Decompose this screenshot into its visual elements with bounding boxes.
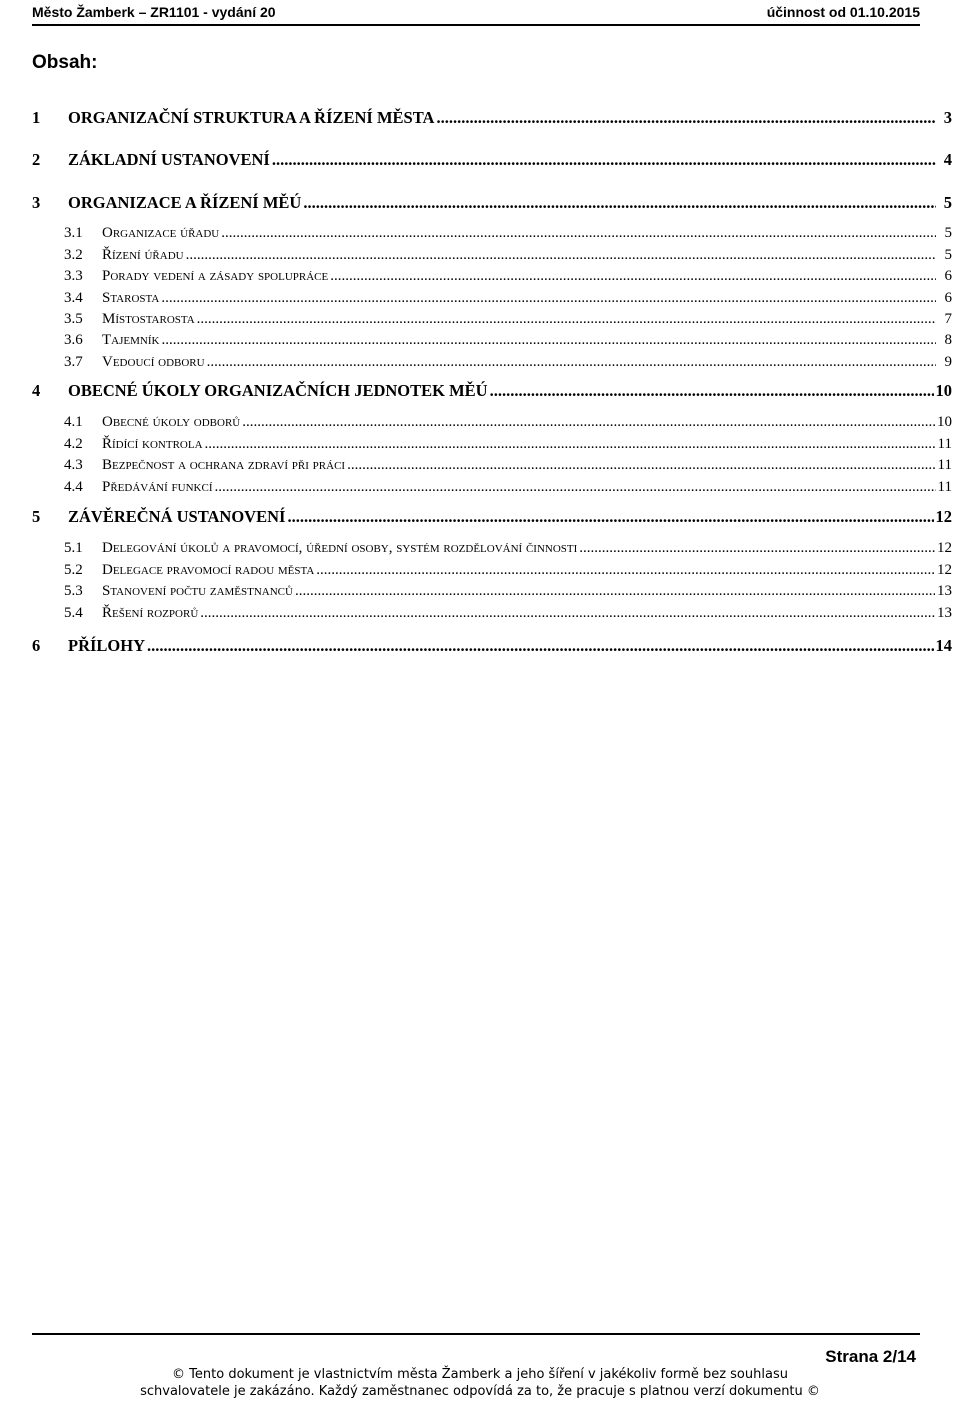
toc-entry-page: 7 bbox=[944, 311, 952, 327]
toc-entry-number: 3.3 bbox=[64, 268, 83, 284]
toc-entry-number: 5.3 bbox=[64, 583, 83, 599]
toc-entry-page: 3 bbox=[943, 108, 952, 127]
toc-entry[interactable] bbox=[32, 225, 952, 242]
toc-entry-number: 4.1 bbox=[64, 414, 83, 430]
toc-entry-leader bbox=[347, 457, 935, 474]
toc-entry-number: 3.4 bbox=[64, 290, 83, 306]
toc-entry[interactable] bbox=[32, 150, 952, 170]
toc-entry[interactable] bbox=[32, 247, 952, 264]
toc-entry-leader bbox=[197, 311, 936, 328]
toc-entry[interactable] bbox=[32, 436, 952, 453]
toc-entry-number: 5.4 bbox=[64, 605, 83, 621]
toc-entry-number: 3.1 bbox=[64, 225, 83, 241]
toc-entry-leader bbox=[579, 540, 935, 557]
toc-entry-number: 4.3 bbox=[64, 457, 83, 473]
toc-entry-leader bbox=[242, 414, 935, 431]
header-document-id: Město Žamberk – ZR1101 - vydání 20 bbox=[32, 4, 276, 20]
toc-entry-number: 3.6 bbox=[64, 332, 83, 348]
toc-entry[interactable] bbox=[32, 479, 952, 496]
toc-entry-number: 5 bbox=[32, 507, 41, 526]
toc-entry-leader bbox=[330, 268, 936, 285]
copyright-notice-line2: schvalovatele je zakázáno. Každý zaměstnanec odpovídá za to, že pracuje s platnou verzí dokumentu © bbox=[140, 1384, 820, 1399]
footer-divider bbox=[32, 1333, 920, 1335]
toc-entry-number: 3.2 bbox=[64, 247, 83, 263]
toc-entry-label: ORGANIZAČNÍ STRUKTURA A ŘÍZENÍ MĚSTA bbox=[68, 108, 435, 127]
toc-entry-label: Organizace úřadu bbox=[102, 225, 220, 241]
toc-entry[interactable] bbox=[32, 311, 952, 328]
toc-entry-number: 3.5 bbox=[64, 311, 83, 327]
copyright-notice bbox=[120, 1366, 840, 1400]
toc-entry-page: 5 bbox=[943, 193, 952, 212]
toc-entry[interactable] bbox=[32, 332, 952, 349]
toc-entry-label: ZÁVĚREČNÁ USTANOVENÍ bbox=[68, 507, 286, 526]
toc-entry-page: 11 bbox=[937, 457, 952, 473]
toc-entry-number: 5.2 bbox=[64, 562, 83, 578]
toc-entry-page: 10 bbox=[937, 414, 952, 430]
toc-entry-label: ORGANIZACE A ŘÍZENÍ MĚÚ bbox=[68, 193, 302, 212]
toc-title: Obsah: bbox=[32, 52, 98, 73]
toc-entry[interactable] bbox=[32, 268, 952, 285]
toc-entry[interactable] bbox=[32, 354, 952, 371]
toc-entry-label: Řízení úřadu bbox=[102, 247, 184, 263]
toc-entry-number: 6 bbox=[32, 636, 41, 655]
toc-entry-leader bbox=[207, 354, 936, 371]
toc-entry-page: 12 bbox=[937, 540, 952, 556]
toc-entry-number: 4 bbox=[32, 381, 41, 400]
toc-entry-label: Tajemník bbox=[102, 332, 160, 348]
toc-entry-label: Delegování úkolů a pravomocí, úřední osoby, systém rozdělování činnosti bbox=[102, 540, 578, 556]
toc-entry-label: Řešení rozporů bbox=[102, 605, 199, 621]
toc-entry-label: Obecné úkoly odborů bbox=[102, 414, 241, 430]
toc-entry-leader bbox=[161, 290, 936, 307]
toc-entry[interactable] bbox=[32, 583, 952, 600]
toc-entry-leader bbox=[147, 636, 933, 656]
toc-entry-label: Řídící kontrola bbox=[102, 436, 203, 452]
toc-entry-number: 1 bbox=[32, 108, 41, 127]
toc-entry-number: 3 bbox=[32, 193, 41, 212]
toc-entry-label: Starosta bbox=[102, 290, 160, 306]
copyright-notice-line1: © Tento dokument je vlastnictvím města Žamberk a jeho šíření v jakékoliv formě bez souhlasu bbox=[172, 1367, 788, 1382]
toc-entry-leader bbox=[272, 150, 936, 170]
toc-entry-page: 9 bbox=[944, 354, 952, 370]
toc-entry-page: 10 bbox=[935, 381, 952, 400]
toc-entry[interactable] bbox=[32, 540, 952, 557]
toc-entry-number: 2 bbox=[32, 150, 41, 169]
page-number: Strana 2/14 bbox=[825, 1347, 916, 1366]
toc-entry-page: 13 bbox=[937, 605, 952, 621]
toc-entry-label: Místostarosta bbox=[102, 311, 195, 327]
toc-entry-page: 5 bbox=[944, 225, 952, 241]
toc-entry[interactable] bbox=[32, 636, 952, 656]
toc-entry-leader bbox=[490, 381, 934, 401]
header-effective-date: účinnost od 01.10.2015 bbox=[766, 4, 920, 20]
toc-entry-page: 14 bbox=[935, 636, 952, 655]
toc-entry[interactable] bbox=[32, 605, 952, 622]
toc-entry-page: 4 bbox=[943, 150, 952, 169]
toc-entry[interactable] bbox=[32, 457, 952, 474]
toc-entry-page: 12 bbox=[935, 507, 952, 526]
toc-entry-label: Bezpečnost a ochrana zdraví při práci bbox=[102, 457, 346, 473]
toc-entry-label: Předávání funkcí bbox=[102, 479, 213, 495]
toc-entry-number: 4.2 bbox=[64, 436, 83, 452]
toc-entry-page: 5 bbox=[944, 247, 952, 263]
toc-entry-page: 8 bbox=[944, 332, 952, 348]
toc-entry-leader bbox=[436, 108, 936, 128]
toc-entry-leader bbox=[200, 605, 935, 622]
toc-entry[interactable] bbox=[32, 290, 952, 307]
toc-entry[interactable] bbox=[32, 507, 952, 527]
toc-entry-leader bbox=[205, 436, 936, 453]
toc-entry-label: Stanovení počtu zaměstnanců bbox=[102, 583, 293, 599]
toc-entry-leader bbox=[161, 332, 936, 349]
toc-entry-label: ZÁKLADNÍ USTANOVENÍ bbox=[68, 150, 270, 169]
toc-entry-leader bbox=[303, 193, 936, 213]
toc-entry[interactable] bbox=[32, 193, 952, 213]
toc-entry-label: Porady vedení a zásady spolupráce bbox=[102, 268, 329, 284]
toc-entry-leader bbox=[287, 507, 933, 527]
toc-entry-leader bbox=[214, 479, 935, 496]
toc-entry-leader bbox=[221, 225, 936, 242]
document-header bbox=[32, 0, 920, 26]
toc-entry-label: Vedoucí odboru bbox=[102, 354, 205, 370]
toc-entry-number: 5.1 bbox=[64, 540, 83, 556]
toc-entry-page: 11 bbox=[937, 436, 952, 452]
toc-entry[interactable] bbox=[32, 414, 952, 431]
toc-entry-page: 6 bbox=[944, 268, 952, 284]
toc-entry-leader bbox=[186, 247, 936, 264]
toc-entry[interactable] bbox=[32, 562, 952, 579]
toc-entry-leader bbox=[316, 562, 935, 579]
toc-entry-label: PŘÍLOHY bbox=[68, 636, 146, 655]
toc-entry-label: Delegace pravomocí radou města bbox=[102, 562, 315, 578]
toc-entry-page: 11 bbox=[937, 479, 952, 495]
toc-entry[interactable] bbox=[32, 381, 952, 401]
toc-entry-page: 13 bbox=[937, 583, 952, 599]
toc-entry-page: 12 bbox=[937, 562, 952, 578]
toc-entry-label: OBECNÉ ÚKOLY ORGANIZAČNÍCH JEDNOTEK MĚÚ bbox=[68, 381, 488, 400]
toc-entry-number: 4.4 bbox=[64, 479, 83, 495]
toc-entry-page: 6 bbox=[944, 290, 952, 306]
toc-entry-number: 3.7 bbox=[64, 354, 83, 370]
toc-entry-leader bbox=[295, 583, 935, 600]
toc-entry[interactable] bbox=[32, 108, 952, 128]
